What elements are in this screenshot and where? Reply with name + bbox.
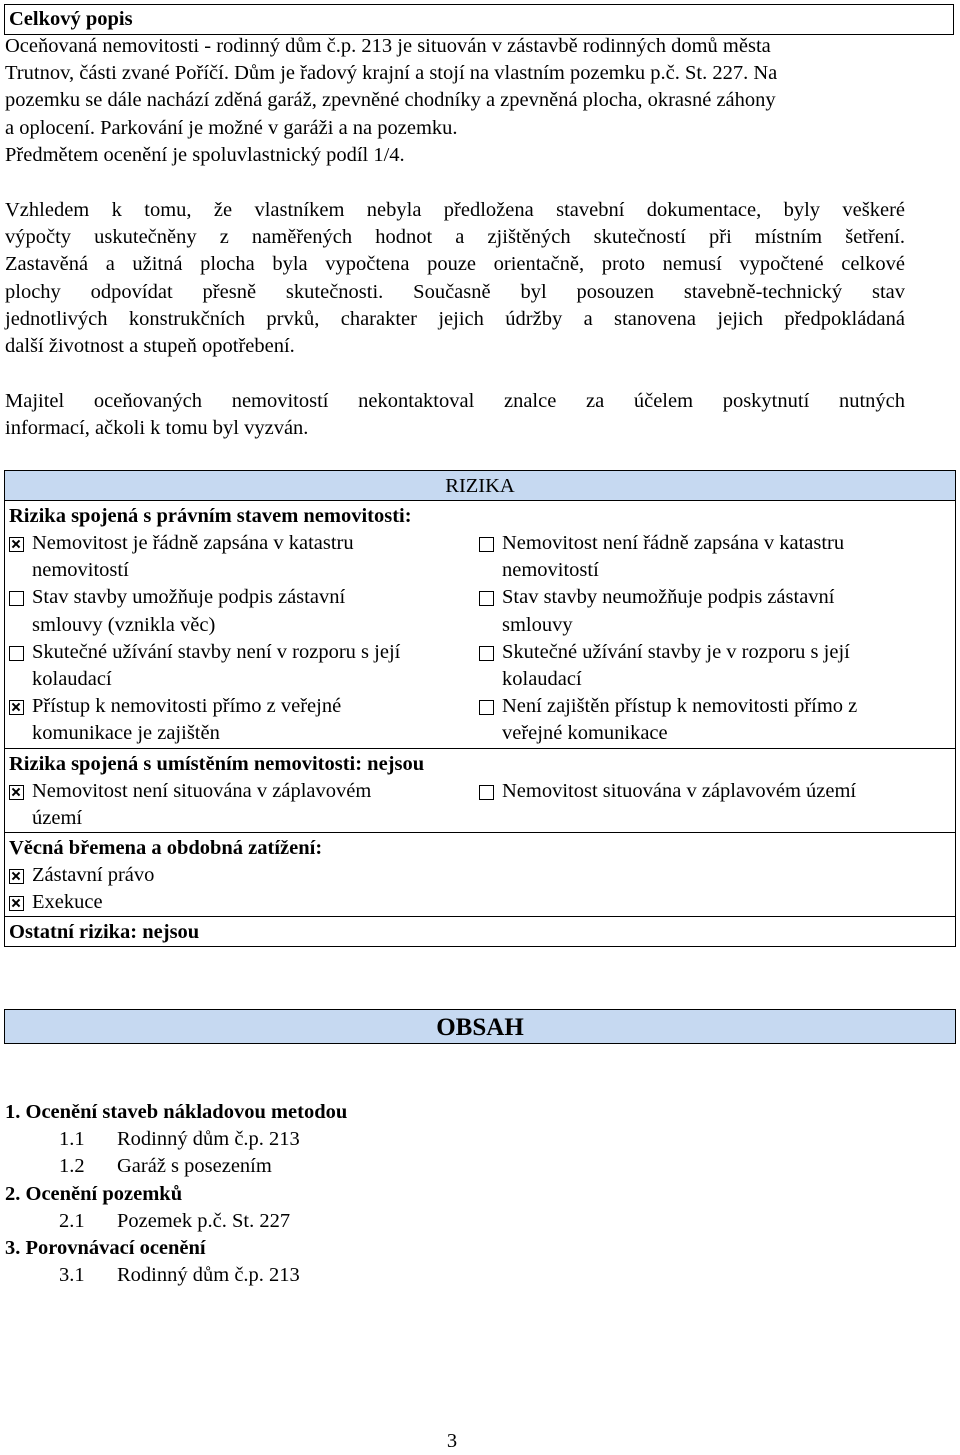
toc-item-number: 2.1 [59, 1209, 85, 1232]
text-line: Oceňovaná nemovitosti - rodinný dům č.p. 213 je situován v zástavbě rodinných domů města [5, 35, 771, 57]
section-header-obsah [4, 1009, 956, 1044]
toc-item[interactable] [5, 1262, 605, 1289]
checkbox-unchecked-icon[interactable] [479, 785, 494, 800]
text-line: Trutnov, části zvané Poříčí. Dům je řadový krajní a stojí na vlastním pozemku p.č. St. 227. Na [5, 62, 778, 85]
toc-item-text: Garáž s posezením [117, 1155, 272, 1178]
checkbox-unchecked-icon[interactable] [9, 646, 24, 661]
checkbox-checked-icon[interactable] [9, 896, 24, 911]
checkbox-checked-icon[interactable] [9, 785, 24, 800]
risk-option-not-registered[interactable] [479, 530, 949, 584]
easement-item-lien[interactable] [9, 862, 951, 889]
risk-option-not-flood-zone[interactable] [9, 778, 479, 832]
option-line: Není zajištěn přístup k nemovitosti přímo z [502, 695, 858, 718]
toc-item[interactable] [5, 1208, 605, 1235]
option-line: nemovitostí [32, 559, 129, 582]
text-line: pozemku se dále nachází zděná garáž, zpevněné chodníky a zpevněná plocha, okrasné záhony [5, 89, 776, 112]
toc-item-number: 1.1 [59, 1128, 85, 1151]
text-line: a oplocení. Parkování je možné v garáži a na pozemku. [5, 116, 458, 139]
checkbox-unchecked-icon[interactable] [9, 591, 24, 606]
toc-heading[interactable]: 2. Ocenění pozemků [5, 1182, 183, 1205]
option-line: smlouvy [502, 613, 573, 636]
option-line: komunikace je zajištěn [32, 722, 220, 745]
risk-option-registered[interactable] [9, 530, 479, 584]
section-title: Celkový popis [9, 8, 133, 30]
text-line: další životnost a stupeň opotřebení. [5, 334, 295, 357]
text-line: plochy odpovídat přesně skutečnosti. Současně byl posouzen stavebně-technický stav [5, 280, 905, 303]
risks-title: RIZIKA [5, 471, 955, 501]
option-line: území [32, 806, 83, 829]
text-line: výpočty uskutečněny z naměřených hodnot a zjištěných skutečností při místním šetření. [5, 226, 905, 249]
risk-option-use-compliant[interactable] [9, 639, 479, 693]
risk-pair [9, 584, 951, 638]
toc-item-text: Pozemek p.č. St. 227 [117, 1209, 291, 1232]
checkbox-checked-icon[interactable] [9, 869, 24, 884]
toc-item-text: Rodinný dům č.p. 213 [117, 1264, 300, 1287]
legal-risks-label: Rizika spojená s právním stavem nemovitosti: [9, 505, 412, 527]
risk-option-access-not-ensured[interactable] [479, 693, 949, 747]
legal-risks-row [5, 501, 955, 749]
risk-pair [9, 639, 951, 693]
option-line: kolaudací [32, 668, 112, 691]
toc-heading[interactable]: 1. Ocenění staveb nákladovou metodou [5, 1101, 348, 1123]
option-line: Stav stavby umožňuje podpis zástavní [32, 586, 346, 609]
toc-heading[interactable]: 3. Porovnávací ocenění [5, 1236, 206, 1259]
easement-item-execution[interactable] [9, 889, 951, 916]
checkbox-unchecked-icon[interactable] [479, 591, 494, 606]
text-line: Majitel oceňovaných nemovitostí nekontaktoval znalce za účelem poskytnutí nutných [5, 390, 905, 412]
option-line: Nemovitost situována v záplavovém území [502, 779, 857, 802]
option-line: nemovitostí [502, 559, 599, 582]
paragraph-description [5, 33, 905, 169]
option-line: Nemovitost je řádně zapsána v katastru [32, 532, 354, 554]
option-line: Přístup k nemovitosti přímo z veřejné [32, 695, 342, 718]
section-title: OBSAH [436, 1014, 524, 1041]
option-line: Nemovitost není situována v záplavovém [32, 779, 372, 802]
easements-row [5, 833, 955, 917]
risk-option-mortgage-impossible[interactable] [479, 584, 949, 638]
checkbox-unchecked-icon[interactable] [479, 700, 494, 715]
paragraph-methodology [5, 197, 905, 360]
toc-item-number: 1.2 [59, 1155, 85, 1178]
option-line: kolaudací [502, 668, 582, 691]
checkbox-unchecked-icon[interactable] [479, 646, 494, 661]
checkbox-checked-icon[interactable] [9, 700, 24, 715]
option-line: Nemovitost není řádně zapsána v katastru [502, 532, 845, 554]
toc-item-number: 3.1 [59, 1264, 85, 1287]
risk-option-mortgage-possible[interactable] [9, 584, 479, 638]
paragraph-owner-contact [5, 388, 905, 442]
risk-option-flood-zone[interactable] [479, 778, 949, 832]
toc-item[interactable] [5, 1126, 605, 1153]
checkbox-checked-icon[interactable] [9, 537, 24, 552]
option-line: Zástavní právo [32, 864, 155, 887]
text-line: Zastavěná a užitná plocha byla vypočtena pouze orientačně, proto nemusí vypočtené celkové [5, 253, 905, 276]
table-of-contents [5, 1099, 605, 1289]
section-header-celkovy-popis [4, 4, 954, 35]
risk-pair [9, 693, 951, 747]
easements-label: Věcná břemena a obdobná zatížení: [9, 837, 323, 860]
location-risks-label: Rizika spojená s umístěním nemovitosti: nejsou [9, 752, 425, 775]
text-line: informací, ačkoli k tomu byl vyzván. [5, 417, 309, 440]
option-line: Skutečné užívání stavby je v rozporu s její [502, 640, 850, 663]
option-line: Skutečné užívání stavby není v rozporu s její [32, 640, 401, 663]
option-line: Stav stavby neumožňuje podpis zástavní [502, 586, 835, 609]
text-line: Vzhledem k tomu, že vlastníkem nebyla předložena stavební dokumentace, byly veškeré [5, 199, 905, 221]
other-risks-label: Ostatní rizika: nejsou [9, 921, 200, 944]
text-line: Předmětem ocenění je spoluvlastnický podíl 1/4. [5, 143, 405, 166]
page-number: 3 [446, 1430, 458, 1452]
checkbox-unchecked-icon[interactable] [479, 537, 494, 552]
option-line: veřejné komunikace [502, 722, 668, 745]
risk-option-access-ensured[interactable] [9, 693, 479, 747]
risk-pair [9, 778, 951, 832]
risk-option-use-noncompliant[interactable] [479, 639, 949, 693]
toc-item-text: Rodinný dům č.p. 213 [117, 1128, 300, 1151]
risk-pair [9, 530, 951, 584]
option-line: Exekuce [32, 891, 103, 914]
location-risks-row [5, 749, 955, 833]
toc-item[interactable] [5, 1153, 605, 1180]
risks-table [4, 470, 956, 947]
other-risks-row [5, 917, 955, 946]
text-line: jednotlivých konstrukčních prvků, charakter jejich údržby a stanovena jejich předpokládaná [5, 307, 905, 330]
option-line: smlouvy (vznikla věc) [32, 613, 216, 636]
